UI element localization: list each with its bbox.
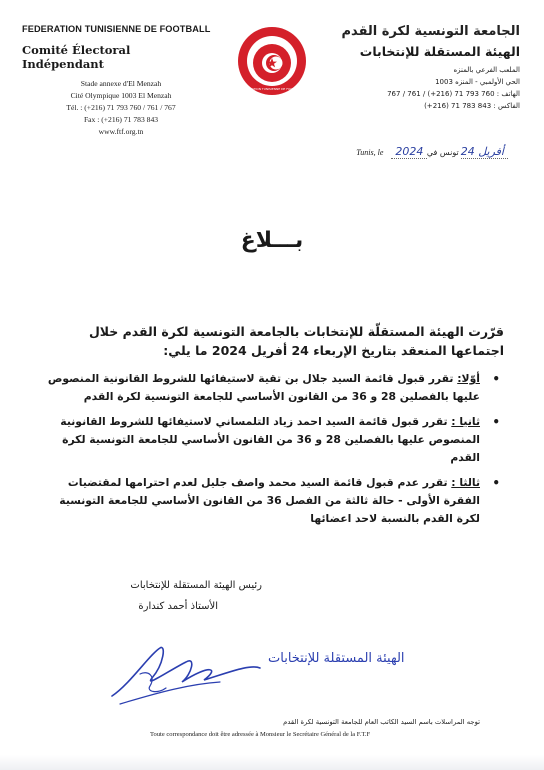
phone-line-ar: الهاتف : 760 793 71 (216+) / 761 / 767	[387, 90, 520, 98]
logo-top-text: تونس	[264, 36, 280, 43]
communique-body	[34, 322, 504, 535]
logo-bottom-text: FÉDÉRATION TUNISIENNE DE FOOTBALL	[242, 87, 302, 91]
website-line: www.ftf.org.tn	[98, 127, 144, 136]
address-line-ar: الحي الأولمبي - المنزه 1003	[435, 78, 520, 86]
document-title: بـــلاغ	[240, 228, 304, 253]
date-line	[356, 145, 514, 158]
ftf-logo	[237, 26, 307, 96]
handwritten-date: 2024 أفريل 24	[391, 145, 508, 159]
address-block-ar	[320, 64, 520, 112]
address-line-ar: الملعب الفرعي بالمنزه	[453, 66, 520, 74]
fax-line: Fax : (+216) 71 783 843	[83, 115, 159, 124]
footer-text-fr: Toute correspondance doit être adressée à Monsieur le Secrétaire Général de la F.T.F	[150, 731, 371, 738]
decision-text: تقرر قبول قائمة السيد احمد زياد التلمساني لاستيفائها للشروط القانونية المنصوص عليها بالفصلين 28 و 36 من القانون الأساسي للجامعة التونسية لكرة القدم	[60, 415, 480, 464]
fax-line-ar: الفاكس : 843 783 71 (216+)	[424, 102, 520, 110]
committee-name-fr: Comité Électoral Indépendant	[22, 43, 131, 71]
signature-block	[62, 580, 262, 612]
committee-name-ar: الهيئة المستقلة للإنتخابات	[359, 44, 520, 59]
decision-text: تقرر عدم قبول قائمة السيد محمد واصف جليل لعدم احترامها لمقتضيات الفقرة الأولى - حالة ثالثة من الفصل 36 من القانون الأساسي للجامعة التونسية لكرة القدم بالنسبة لاحد اعضائها	[59, 476, 480, 525]
header-arabic	[320, 24, 520, 112]
intro-paragraph: قرّرت الهيئة المستقلّة للإنتخابات بالجامعة التونسية لكرة القدم خلال اجتماعها المنعقد بتاريخ الإربعاء 24 أفريل 2024 ما يلي:	[88, 324, 504, 358]
decision-lead: ثالثا :	[451, 476, 480, 489]
stamp-text: الهيئة المستقلة للإنتخابات	[268, 651, 405, 666]
address-block-fr	[36, 78, 206, 138]
address-line: Cité Olympique 1003 El Menzah	[70, 91, 172, 100]
decision-item	[34, 370, 486, 406]
date-prefix-ar: تونس في	[426, 148, 459, 157]
address-line: Stade annexe d'El Menzah	[80, 79, 162, 88]
decision-text: تقرر قبول قائمة السيد جلال بن تقية لاستيفائها للشروط القانونية المنصوص عليها بالفصلين 28 و 36 من القانون الأساسي للجامعة التونسية لكرة القدم	[47, 372, 480, 403]
header-french	[22, 24, 212, 138]
decision-list	[34, 370, 486, 528]
footer	[150, 718, 480, 738]
signatory-name: الأستاذ أحمد كندارة	[138, 601, 218, 612]
signatory-role: رئيس الهيئة المستقلة للإنتخابات	[130, 580, 262, 591]
decision-item	[34, 474, 486, 528]
page-fold-shadow	[0, 755, 544, 770]
decision-lead: ثانيا :	[451, 415, 480, 428]
federation-name-ar: الجامعة التونسية لكرة القدم	[341, 24, 520, 39]
footer-text-ar: توجه المراسلات باسم السيد الكاتب العام للجامعة التونسية لكرة القدم	[283, 718, 480, 726]
signature-stamp	[100, 634, 405, 714]
date-prefix-fr: Tunis, le	[356, 148, 384, 157]
federation-name-fr: FEDERATION TUNISIENNE DE FOOTBALL	[22, 24, 211, 34]
decision-lead: أوّلا:	[457, 372, 480, 385]
decision-item	[34, 413, 486, 467]
phone-line: Tél. : (+216) 71 793 760 / 761 / 767	[66, 103, 176, 112]
